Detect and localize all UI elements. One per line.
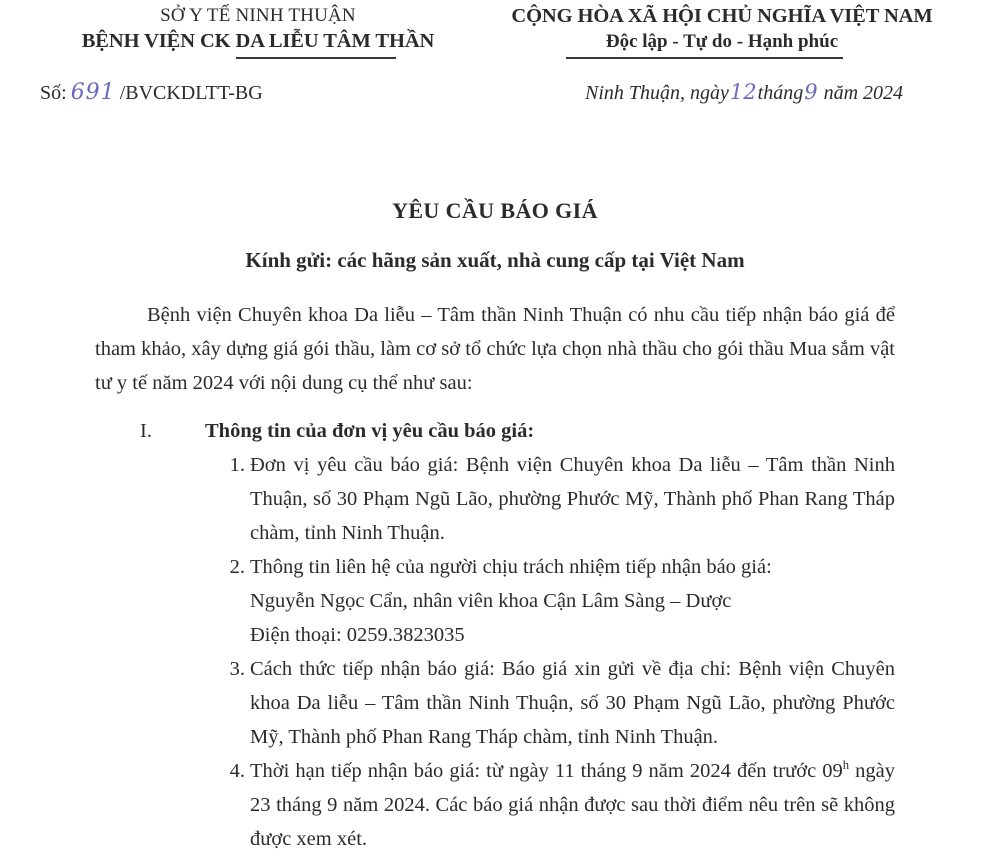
document-number-line — [40, 80, 263, 105]
national-motto: Độc lập - Tự do - Hạnh phúc — [605, 31, 839, 52]
date-prefix: Ninh Thuận, ngày — [585, 82, 729, 104]
hour-superscript: h — [842, 758, 850, 773]
date-day-handwritten: 12 — [729, 80, 757, 104]
list-item — [95, 448, 895, 550]
parent-organization-name: SỞ Y TẾ NINH THUẬN — [160, 5, 356, 26]
list-item-text: Đơn vị yêu cầu báo giá: Bệnh viện Chuyên khoa Da liễu – Tâm thần Ninh Thuận, số 30 Phạm Ngũ Lão, phường Phước Mỹ, Thành phố Phan Rang Tháp chàm, tỉnh Ninh Thuận. — [250, 454, 895, 544]
deadline-text-part-b: ngày 23 tháng 9 năm 2024. Các báo giá nhận được sau thời điểm nêu trên sẽ không được xem xét. — [250, 760, 895, 850]
document-body — [95, 298, 895, 856]
list-item-marker: 3. — [229, 658, 245, 680]
document-number-handwritten: 691 — [70, 80, 116, 105]
deadline-text-part-a: Thời hạn tiếp nhận báo giá: từ ngày 11 tháng 9 năm 2024 đến trước 09 — [250, 760, 843, 782]
list-item-text — [250, 754, 895, 856]
date-middle: tháng — [757, 82, 804, 104]
list-item-text: Thông tin liên hệ của người chịu trách nhiệm tiếp nhận báo giá: — [250, 556, 772, 578]
list-item-text: Cách thức tiếp nhận báo giá: Báo giá xin gửi về địa chỉ: Bệnh viện Chuyên khoa Da liễu – Tâm thần Ninh Thuận, số 30 Phạm Ngũ Lão, phường Phước Mỹ, Thành phố Phan Rang Tháp chàm, tỉnh Ninh Thuận. — [250, 658, 895, 748]
document-title: YÊU CẦU BÁO GIÁ — [392, 198, 598, 223]
issuing-organization-block — [38, 4, 478, 59]
document-number-label: Số: — [40, 82, 67, 104]
national-heading-block — [482, 4, 962, 59]
hospital-name: BỆNH VIỆN CK DA LIỄU TÂM THẦN — [81, 30, 435, 52]
list-item-marker: 2. — [229, 556, 245, 578]
document-number-suffix: /BVCKDLTT-BG — [119, 82, 263, 104]
header-right-underline — [566, 57, 843, 59]
date-suffix: năm 2024 — [823, 82, 904, 104]
list-item-marker: 4. — [229, 760, 245, 782]
list-item — [95, 550, 895, 652]
issue-date-line — [585, 80, 903, 105]
header-left-underline — [236, 57, 396, 59]
intro-paragraph: Bệnh viện Chuyên khoa Da liễu – Tâm thần Ninh Thuận có nhu cầu tiếp nhận báo giá để tham khảo, xây dựng giá gói thầu, làm cơ sở tổ chức lựa chọn nhà thầu cho gói thầu Mua sắm vật tư y tế năm 2024 với nội dung cụ thể như sau: — [95, 304, 895, 394]
date-month-handwritten: 9 — [804, 80, 818, 104]
contact-person-line: Nguyễn Ngọc Cẩn, nhân viên khoa Cận Lâm Sàng – Dược — [250, 590, 732, 612]
list-item — [95, 652, 895, 754]
section-i-item-list — [95, 448, 895, 856]
section-i-numeral: I. — [140, 420, 152, 442]
section-i — [95, 414, 895, 856]
list-item-marker: 1. — [229, 454, 245, 476]
list-item — [95, 754, 895, 856]
section-i-heading — [95, 414, 895, 448]
country-name: CỘNG HÒA XÃ HỘI CHỦ NGHĨA VIỆT NAM — [511, 5, 933, 27]
document-recipient-line: Kính gửi: các hãng sản xuất, nhà cung cấp tại Việt Nam — [245, 248, 745, 272]
contact-phone-line: Điện thoại: 0259.3823035 — [250, 624, 465, 646]
document-header — [0, 0, 990, 120]
section-i-title: Thông tin của đơn vị yêu cầu báo giá: — [205, 420, 535, 442]
